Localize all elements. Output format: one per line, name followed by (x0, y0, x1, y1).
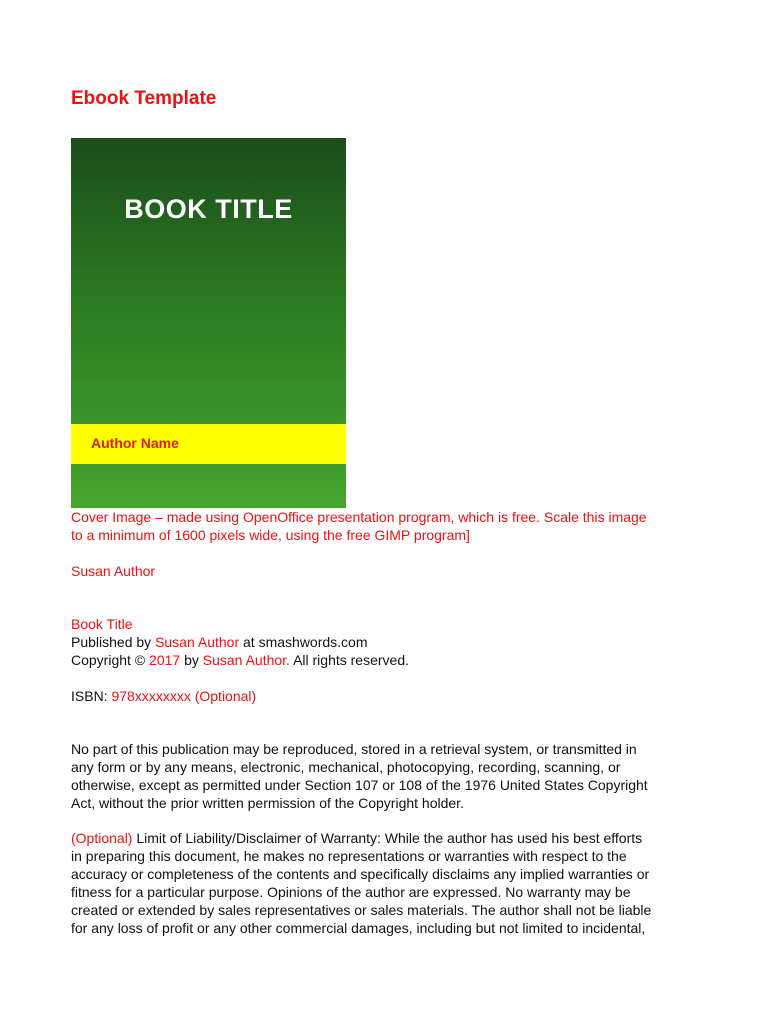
author-name: Susan Author (71, 563, 156, 579)
liability-line: fitness for a particular purpose. Opinions of the author are expressed. No warranty may be (71, 884, 631, 900)
rights-line: otherwise, except as permitted under Section 107 or 108 of the 1976 United States Copyright (71, 777, 648, 793)
book-title: Book Title (71, 616, 133, 632)
isbn-label: ISBN: (71, 688, 112, 704)
isbn-value: 978xxxxxxxx (Optional) (111, 688, 257, 704)
copyright-line (71, 651, 409, 669)
published-by-author: Susan Author (155, 634, 240, 650)
published-by-suffix: at smashwords.com (239, 634, 368, 650)
published-by-prefix: Published by (71, 634, 156, 650)
liability-paragraph (71, 829, 711, 937)
copyright-year: 2017 (145, 652, 181, 668)
isbn-line (71, 687, 256, 705)
liability-line: in preparing this document, he makes no representations or warranties with respect to the (71, 848, 627, 864)
document-heading: Ebook Template (71, 88, 217, 109)
cover-note-line-2: to a minimum of 1600 pixels wide, using the free GIMP program] (71, 527, 470, 543)
copyright-author: Susan Author. (202, 652, 290, 668)
cover-image (71, 138, 346, 508)
rights-line: Act, without the prior written permission of the Copyright holder. (71, 795, 464, 811)
rights-paragraph (71, 740, 711, 812)
copyright-symbol: © (134, 652, 146, 668)
liability-first-line: Limit of Liability/Disclaimer of Warranty: While the author has used his best efforts (132, 830, 643, 846)
optional-label: (Optional) (71, 830, 133, 846)
cover-author-name: Author Name (91, 435, 179, 451)
cover-author-band (71, 424, 346, 464)
liability-line: for any loss of profit or any other commercial damages, including but not limited to incidental, (71, 920, 646, 936)
cover-note-line-1: Cover Image – made using OpenOffice presentation program, which is free. Scale this image (71, 509, 647, 525)
copyright-suffix: All rights reserved. (289, 652, 410, 668)
copyright-by: by (180, 652, 203, 668)
rights-line: No part of this publication may be reproduced, stored in a retrieval system, or transmitted in (71, 741, 637, 757)
published-by-line (71, 633, 368, 651)
rights-line: any form or by any means, electronic, mechanical, photocopying, recording, scanning, or (71, 759, 621, 775)
cover-title: BOOK TITLE (124, 194, 293, 224)
copyright-prefix: Copyright (71, 652, 135, 668)
liability-line: accuracy or completeness of the contents and specifically disclaims any implied warranties or (71, 866, 650, 882)
liability-line (71, 829, 711, 847)
liability-line: created or extended by sales representatives or sales materials. The author shall not be liable (71, 902, 652, 918)
